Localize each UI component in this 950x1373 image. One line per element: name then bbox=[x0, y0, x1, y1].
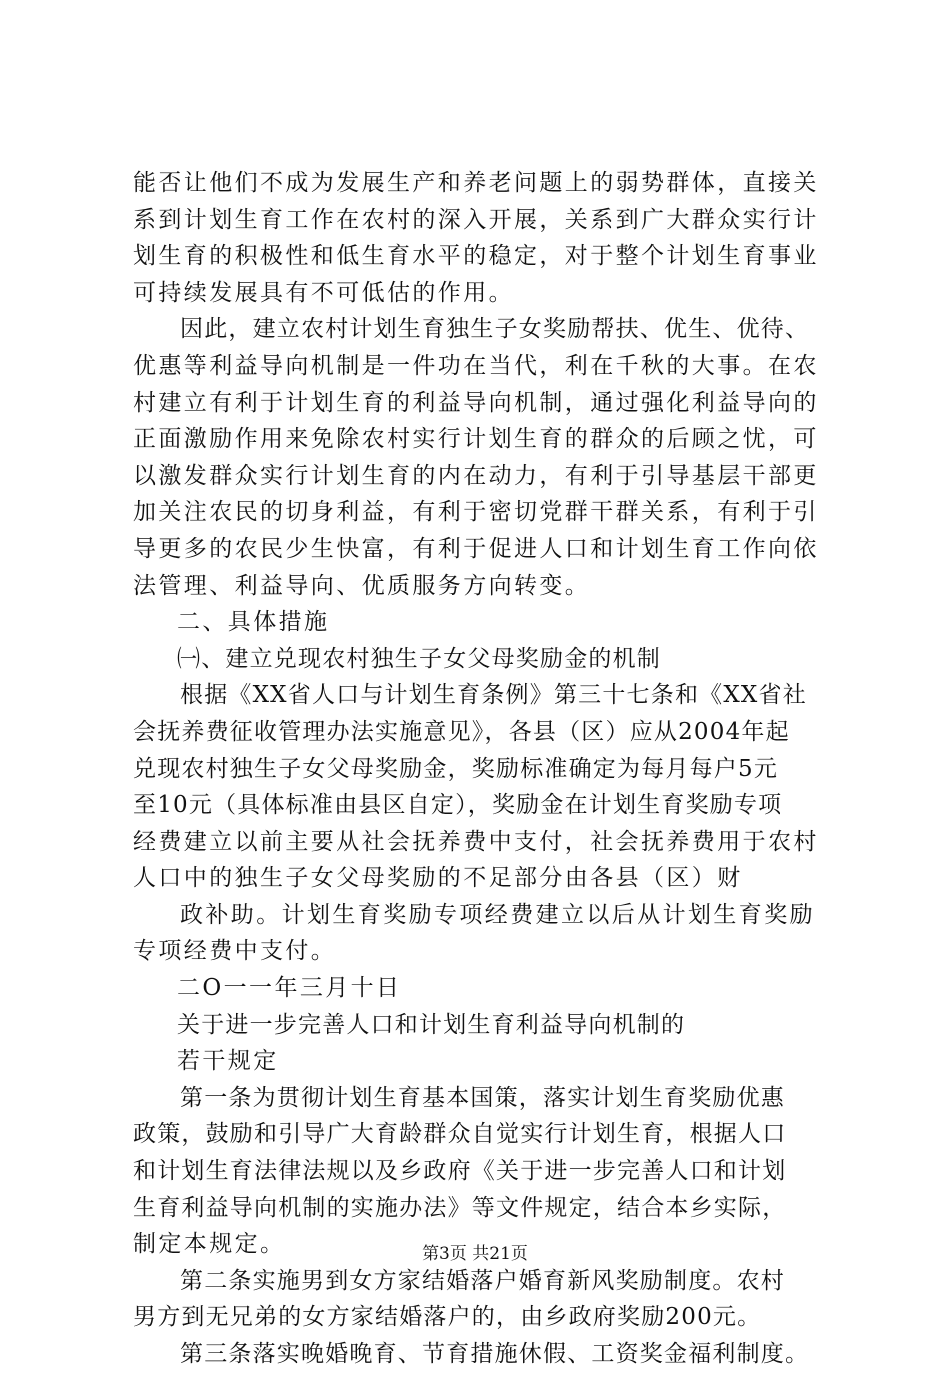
text-line: 政策，鼓励和引导广大育龄群众自觉实行计划生育，根据人口 bbox=[133, 1121, 787, 1148]
text-line: 和计划生育法律法规以及乡政府《关于进一步完善人口和计划 bbox=[133, 1158, 787, 1185]
document-body bbox=[133, 165, 863, 1373]
document-title: 关于进一步完善人口和计划生育利益导向机制的 bbox=[177, 1011, 686, 1038]
text-line: 因此，建立农村计划生育独生子女奖励帮扶、优生、优待、 bbox=[180, 316, 810, 343]
text-line: 正面激励作用来免除农村实行计划生育的群众的后顾之忧，可 bbox=[133, 426, 819, 453]
text-line: 政补助。计划生育奖励专项经费建立以后从计划生育奖励 bbox=[180, 901, 815, 928]
text-line: 村建立有利于计划生育的利益导向机制，通过强化利益导向的 bbox=[133, 389, 819, 416]
subsection-heading: ㈠、建立兑现农村独生子女父母奖励金的机制 bbox=[177, 645, 661, 672]
text-line: 根据《XX省人口与计划生育条例》第三十七条和《XX省社 bbox=[180, 682, 807, 709]
text-line: 经费建立以前主要从社会抚养费中支付，社会抚养费用于农村 bbox=[133, 828, 819, 855]
text-line: 划生育的积极性和低生育水平的稳定，对于整个计划生育事业 bbox=[133, 243, 819, 270]
text-line: 兑现农村独生子女父母奖励金，奖励标准确定为每月每户5元 bbox=[133, 755, 779, 782]
text-line: 男方到无兄弟的女方家结婚落户的，由乡政府奖励200元。 bbox=[133, 1304, 762, 1331]
section-heading: 二、具体措施 bbox=[177, 609, 330, 636]
text-line: 专项经费中支付。 bbox=[133, 938, 337, 965]
text-line: 第一条为贯彻计划生育基本国策，落实计划生育奖励优惠 bbox=[180, 1084, 785, 1111]
text-line: 加关注农民的切身利益，有利于密切党群干群关系，有利于引 bbox=[133, 499, 819, 526]
text-line: 生育利益导向机制的实施办法》等文件规定，结合本乡实际， bbox=[133, 1194, 787, 1221]
text-line: 系到计划生育工作在农村的深入开展，关系到广大群众实行计 bbox=[133, 206, 819, 233]
text-line: 第二条实施男到女方家结婚落户婚育新风奖励制度。农村 bbox=[180, 1267, 785, 1294]
text-line: 至10元（具体标准由县区自定），奖励金在计划生育奖励专项 bbox=[133, 792, 783, 819]
page-number-footer: 第3页 共21页 bbox=[422, 1244, 528, 1264]
text-line: 导更多的农民少生快富，有利于促进人口和计划生育工作向依 bbox=[133, 535, 819, 562]
document-title-continued: 若干规定 bbox=[177, 1048, 279, 1075]
text-line: 法管理、利益导向、优质服务方向转变。 bbox=[133, 572, 591, 599]
text-line: 能否让他们不成为发展生产和养老问题上的弱势群体，直接关 bbox=[133, 170, 819, 196]
text-line: 会抚养费征收管理办法实施意见》，各县（区）应从2004年起 bbox=[133, 718, 790, 745]
text-line: 可持续发展具有不可低估的作用。 bbox=[133, 279, 514, 306]
text-line: 以激发群众实行计划生育的内在动力，有利于引导基层干部更 bbox=[133, 462, 819, 489]
text-line: 制定本规定。 bbox=[133, 1231, 286, 1258]
date-line: 二O一一年三月十日 bbox=[177, 975, 402, 1002]
text-line: 第三条落实晚婚晚育、节育措施休假、工资奖金福利制度。 bbox=[180, 1341, 810, 1367]
text-line: 优惠等利益导向机制是一件功在当代，利在千秋的大事。在农 bbox=[133, 352, 819, 379]
text-line: 人口中的独生子女父母奖励的不足部分由各县（区）财 bbox=[133, 865, 743, 892]
